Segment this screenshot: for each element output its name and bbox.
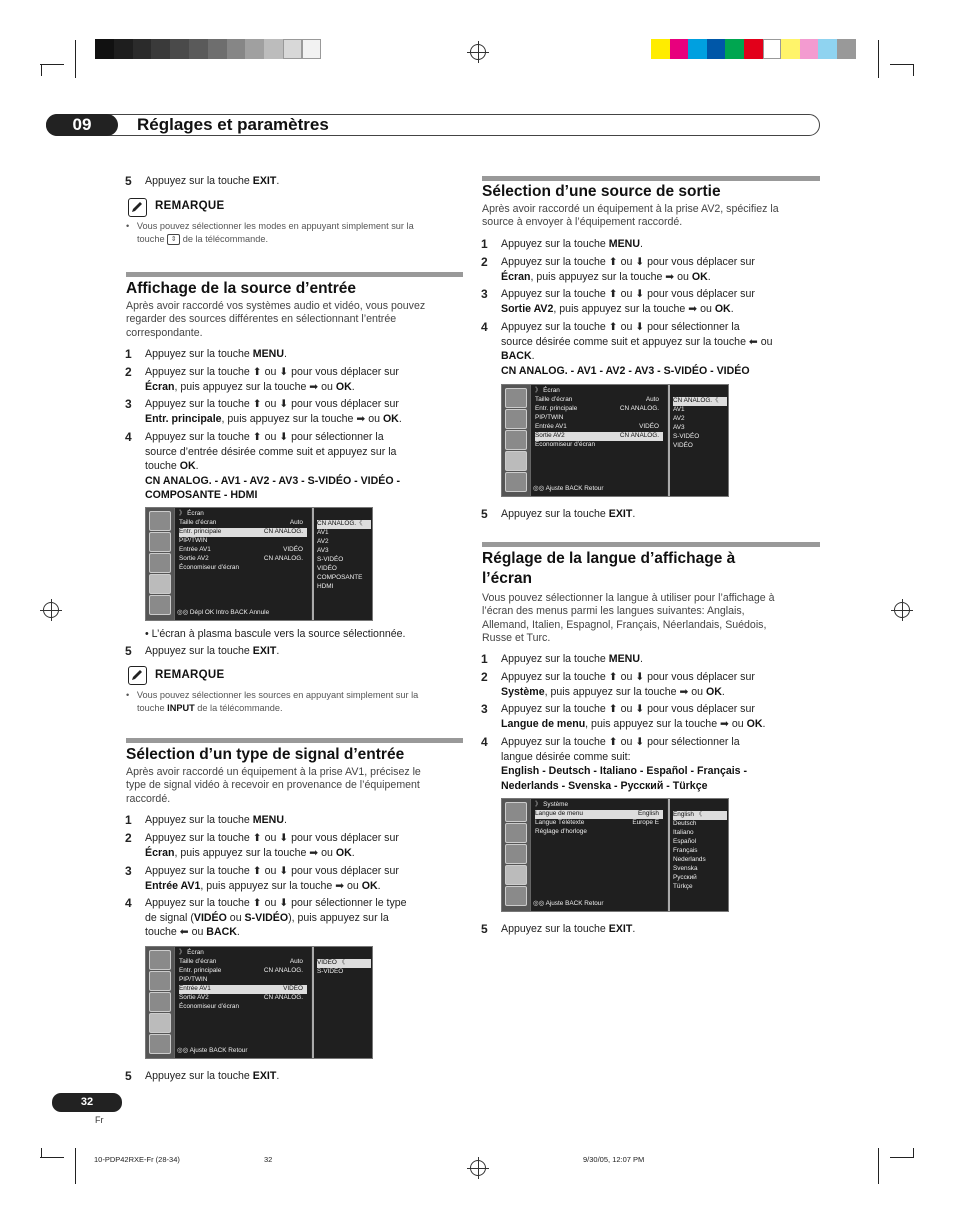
osd-menu-row: Réglage d’horloge (535, 828, 587, 835)
color-swatch (670, 39, 689, 59)
step-3: 3 Appuyez sur la touche ⬆ ou ⬇ pour vous déplacer sur Langue de menu, puis appuyez sur la touche ➡ ou OK. (481, 702, 766, 730)
osd-option-item: Svenska (673, 865, 698, 872)
registration-mark-left (43, 602, 59, 618)
step-4: 4 Appuyez sur la touche ⬆ ou ⬇ pour sélectionner la source d’entrée désirée comme suit et appuyez sur la touche OK. CN ANALOG. - AV1 - AV2 - AV3 - S-VIDÉO - VIDÉO - COMPOSANTE - HDMI (125, 430, 401, 502)
osd-menu-row: PIP/TWIN (179, 976, 208, 983)
gray-swatch (283, 39, 302, 59)
step-2: 2 Appuyez sur la touche ⬆ ou ⬇ pour vous déplacer sur Écran, puis appuyez sur la touche ➡ ou OK. (125, 831, 399, 859)
gray-swatch (133, 39, 152, 59)
color-swatch (651, 39, 670, 59)
osd-footer-hints: ◎◎ Ajuste BACK Retour (533, 485, 604, 493)
osd-menu-row: Langue Télétexte Europe E (535, 819, 659, 826)
osd-option-item: AV3 (317, 547, 329, 554)
osd-menu-icon (149, 1013, 171, 1033)
osd-option-item: AV2 (317, 538, 329, 545)
note-pencil-icon (128, 198, 147, 217)
step-1: 1 Appuyez sur la touche MENU. (481, 237, 643, 251)
section-rule (126, 738, 463, 743)
step-3: 3 Appuyez sur la touche ⬆ ou ⬇ pour vous déplacer sur Sortie AV2, puis appuyez sur la touche ➡ ou OK. (481, 287, 755, 315)
osd-menu-icon (505, 472, 527, 492)
osd-option-item: VIDÉO (673, 442, 693, 449)
gray-swatch (151, 39, 170, 59)
osd-icon-bar (146, 947, 174, 1058)
osd-option-item: AV3 (673, 424, 685, 431)
osd-menu-row: Sortie AV2 CN ANALOG. (179, 994, 303, 1001)
color-swatch (744, 39, 763, 59)
step-1: 1 Appuyez sur la touche MENU. (481, 652, 643, 666)
step-5-exit: 5 Appuyez sur la touche EXIT. (481, 507, 636, 521)
osd-menu-icon (149, 950, 171, 970)
section-title-source-sortie: Sélection d’une source de sortie (482, 183, 721, 200)
note-text: • Vous pouvez sélectionner les sources en appuyant simplement sur la touche INPUT de la télécommande. (126, 690, 419, 713)
gray-swatch (114, 39, 133, 59)
osd-menu-row: Économiseur d’écran (179, 564, 240, 571)
step-1: 1 Appuyez sur la touche MENU. (125, 347, 287, 361)
osd-menu-panel (174, 947, 311, 1058)
osd-menu-icon (149, 553, 171, 573)
note-pencil-icon (128, 666, 147, 685)
color-swatch (837, 39, 856, 59)
osd-option-item: Türkçe (673, 883, 693, 890)
osd-menu-panel (174, 508, 311, 620)
osd-menu-row: Langue de menu English (535, 810, 663, 819)
osd-footer-hints: ◎◎ Ajuste BACK Retour (177, 1047, 248, 1055)
osd-menu-panel (530, 799, 667, 911)
print-timestamp: 9/30/05, 12:07 PM (583, 1155, 645, 1164)
osd-options-panel (312, 508, 372, 620)
step-2: 2 Appuyez sur la touche ⬆ ou ⬇ pour vous déplacer sur Système, puis appuyez sur la touche ➡ ou OK. (481, 670, 755, 698)
osd-menu-icon (149, 992, 171, 1012)
osd-option-item: Italiano (673, 829, 694, 836)
osd-footer-hints: ◎◎ Dépl OK Intro BACK Annule (177, 609, 270, 617)
color-swatch (763, 39, 782, 59)
section-rule (126, 272, 463, 277)
osd-option-item: English 《 (673, 811, 727, 820)
osd-menu-row: Sortie AV2 CN ANALOG. (535, 432, 663, 441)
osd-menu-screenshot-ecran (145, 507, 373, 621)
color-swatch (725, 39, 744, 59)
step-5-exit: 5 Appuyez sur la touche EXIT. (125, 1069, 280, 1083)
gray-swatch (302, 39, 321, 59)
step-4: 4 Appuyez sur la touche ⬆ ou ⬇ pour sélectionner le type de signal (VIDÉO ou S-VIDÉO), puis appuyez sur la touche ⬅ ou BACK. (125, 896, 407, 939)
step-5-exit: 5 Appuyez sur la touche EXIT. (481, 922, 636, 936)
section-rule (482, 542, 820, 547)
color-swatch (707, 39, 726, 59)
chapter-number: 09 (46, 114, 118, 136)
gray-swatch (95, 39, 114, 59)
osd-menu-panel (530, 385, 667, 496)
osd-menu-row: Entr. principale CN ANALOG. (179, 528, 307, 537)
osd-option-item: HDMI (317, 583, 334, 590)
gray-swatch (227, 39, 246, 59)
print-file-name: 10-PDP42RXE-Fr (28-34) (94, 1155, 180, 1164)
osd-option-item: AV1 (673, 406, 685, 413)
gray-swatch (245, 39, 264, 59)
step-4: 4 Appuyez sur la touche ⬆ ou ⬇ pour sélectionner la source désirée comme suit et appuyez sur la touche ⬅ ou BACK. CN ANALOG. - AV1 - AV2 - AV3 - S-VIDÉO - VIDÉO (481, 320, 773, 377)
step-5-exit: 5 Appuyez sur la touche EXIT. (125, 174, 280, 188)
osd-menu-row: Entrée AV1 VIDÉO (179, 985, 307, 994)
osd-option-item: Nederlands (673, 856, 706, 863)
osd-menu-header: 》 Écran (535, 387, 560, 394)
osd-option-item: Français (673, 847, 698, 854)
osd-menu-icon (505, 409, 527, 429)
color-swatch (818, 39, 837, 59)
osd-option-item: S-VIDÉO (673, 433, 700, 440)
osd-option-item: COMPOSANTE (317, 574, 363, 581)
step-1: 1 Appuyez sur la touche MENU. (125, 813, 287, 827)
osd-menu-row: Taille d’écran Auto (535, 396, 659, 403)
osd-menu-screenshot-sortie-av2 (501, 384, 729, 497)
osd-menu-screenshot-entree-av1 (145, 946, 373, 1059)
osd-menu-header: 》 Écran (179, 510, 204, 517)
gray-swatch (189, 39, 208, 59)
osd-menu-icon (149, 511, 171, 531)
osd-menu-row: Taille d’écran Auto (179, 519, 303, 526)
osd-options-panel (668, 799, 728, 911)
osd-menu-row: Entrée AV1 VIDÉO (179, 546, 303, 553)
note-label: REMARQUE (155, 669, 225, 681)
osd-menu-row: Entr. principale CN ANALOG. (535, 405, 659, 412)
step-4: 4 Appuyez sur la touche ⬆ ou ⬇ pour sélectionner la langue désirée comme suit: English - Deutsch - Italiano - Español - Français - Nederlands - Svenska - Русский - Türkçe (481, 735, 748, 792)
color-swatch (781, 39, 800, 59)
osd-icon-bar (146, 508, 174, 620)
osd-menu-icon (149, 574, 171, 594)
note-label: REMARQUE (155, 200, 225, 212)
step-2: 2 Appuyez sur la touche ⬆ ou ⬇ pour vous déplacer sur Écran, puis appuyez sur la touche ➡ ou OK. (481, 255, 755, 283)
osd-menu-icon (505, 388, 527, 408)
step-3: 3 Appuyez sur la touche ⬆ ou ⬇ pour vous déplacer sur Entr. principale, puis appuyez sur la touche ➡ ou OK. (125, 397, 402, 425)
color-swatch (800, 39, 819, 59)
osd-option-item: VIDÉO (317, 565, 337, 572)
osd-menu-icon (149, 532, 171, 552)
osd-options-panel (668, 385, 728, 496)
osd-option-item: S-VIDÉO (317, 968, 344, 975)
osd-menu-row: Sortie AV2 CN ANALOG. (179, 555, 303, 562)
osd-menu-icon (505, 844, 527, 864)
section-intro: Après avoir raccordé un équipement à la prise AV2, spécifiez la source à envoyer à l’équipement raccordé. (482, 203, 779, 229)
osd-menu-header: 》 Système (535, 801, 569, 808)
note-text: • Vous pouvez sélectionner les modes en appuyant simplement sur la touche ⇕ de la télécommande. (126, 221, 414, 244)
osd-menu-row: PIP/TWIN (179, 537, 208, 544)
osd-option-item: S-VIDÉO (317, 556, 344, 563)
osd-menu-row: Économiseur d’écran (535, 441, 596, 448)
remote-key-icon: ⇕ (167, 234, 180, 245)
osd-option-item: AV2 (673, 415, 685, 422)
osd-menu-icon (149, 595, 171, 615)
osd-menu-header: 》 Écran (179, 949, 204, 956)
osd-option-item: Русский (673, 874, 697, 881)
osd-menu-icon (149, 1034, 171, 1054)
osd-menu-icon (505, 430, 527, 450)
osd-menu-screenshot-systeme (501, 798, 729, 912)
osd-menu-icon (505, 451, 527, 471)
osd-menu-row: Entr. principale CN ANALOG. (179, 967, 303, 974)
osd-menu-icon (505, 802, 527, 822)
osd-option-item: CN ANALOG.《 (317, 520, 371, 529)
osd-option-item: AV1 (317, 529, 329, 536)
chapter-title: Réglages et paramètres (137, 115, 329, 134)
osd-footer-hints: ◎◎ Ajuste BACK Retour (533, 900, 604, 908)
osd-icon-bar (502, 799, 530, 911)
osd-menu-icon (505, 886, 527, 906)
osd-option-item: VIDÉO 《 (317, 959, 371, 968)
section-rule (482, 176, 820, 181)
section-title-type-signal: Sélection d’un type de signal d’entrée (126, 746, 405, 763)
osd-option-item: CN ANALOG.《 (673, 397, 727, 406)
osd-menu-row: Entrée AV1 VIDÉO (535, 423, 659, 430)
bullet-plasma-switch: • L’écran à plasma bascule vers la source sélectionnée. (145, 628, 406, 640)
osd-option-item: Deutsch (673, 820, 697, 827)
section-intro: Après avoir raccordé un équipement à la prise AV1, précisez le type de signal vidéo à recevoir en provenance de l’équipement raccordé. (126, 766, 421, 805)
registration-mark-top (470, 44, 486, 60)
section-intro: Vous pouvez sélectionner la langue à utiliser pour l’affichage à l’écran des menus parmi les langues suivantes: Anglais, Allemand, Italien, Espagnol, Français, Néerlandais, Suédois, Russe et Turc. (482, 592, 775, 645)
osd-menu-icon (149, 971, 171, 991)
step-3: 3 Appuyez sur la touche ⬆ ou ⬇ pour vous déplacer sur Entrée AV1, puis appuyez sur la touche ➡ ou OK. (125, 864, 399, 892)
page-number-badge: 32 (52, 1093, 122, 1112)
osd-menu-row: Économiseur d’écran (179, 1003, 240, 1010)
registration-mark-bottom (470, 1160, 486, 1176)
gray-swatch (208, 39, 227, 59)
registration-mark-right (894, 602, 910, 618)
color-swatch (688, 39, 707, 59)
gray-swatch (264, 39, 283, 59)
step-2: 2 Appuyez sur la touche ⬆ ou ⬇ pour vous déplacer sur Écran, puis appuyez sur la touche ➡ ou OK. (125, 365, 399, 393)
step-5-exit: 5 Appuyez sur la touche EXIT. (125, 644, 280, 658)
section-intro: Après avoir raccordé vos systèmes audio et vidéo, vous pouvez regarder des sources différentes en sélectionnant l’entrée correspondante. (126, 300, 426, 339)
osd-option-item: Español (673, 838, 697, 845)
osd-icon-bar (502, 385, 530, 496)
section-title-source-entree: Affichage de la source d’entrée (126, 280, 356, 297)
osd-menu-row: PIP/TWIN (535, 414, 564, 421)
print-page-number: 32 (264, 1155, 273, 1164)
osd-menu-icon (505, 865, 527, 885)
osd-menu-icon (505, 823, 527, 843)
gray-swatch (170, 39, 189, 59)
osd-menu-row: Taille d’écran Auto (179, 958, 303, 965)
section-title-langue: Réglage de la langue d’affichage à l’écran (482, 550, 736, 587)
page-language: Fr (95, 1115, 104, 1125)
osd-options-panel (312, 947, 372, 1058)
